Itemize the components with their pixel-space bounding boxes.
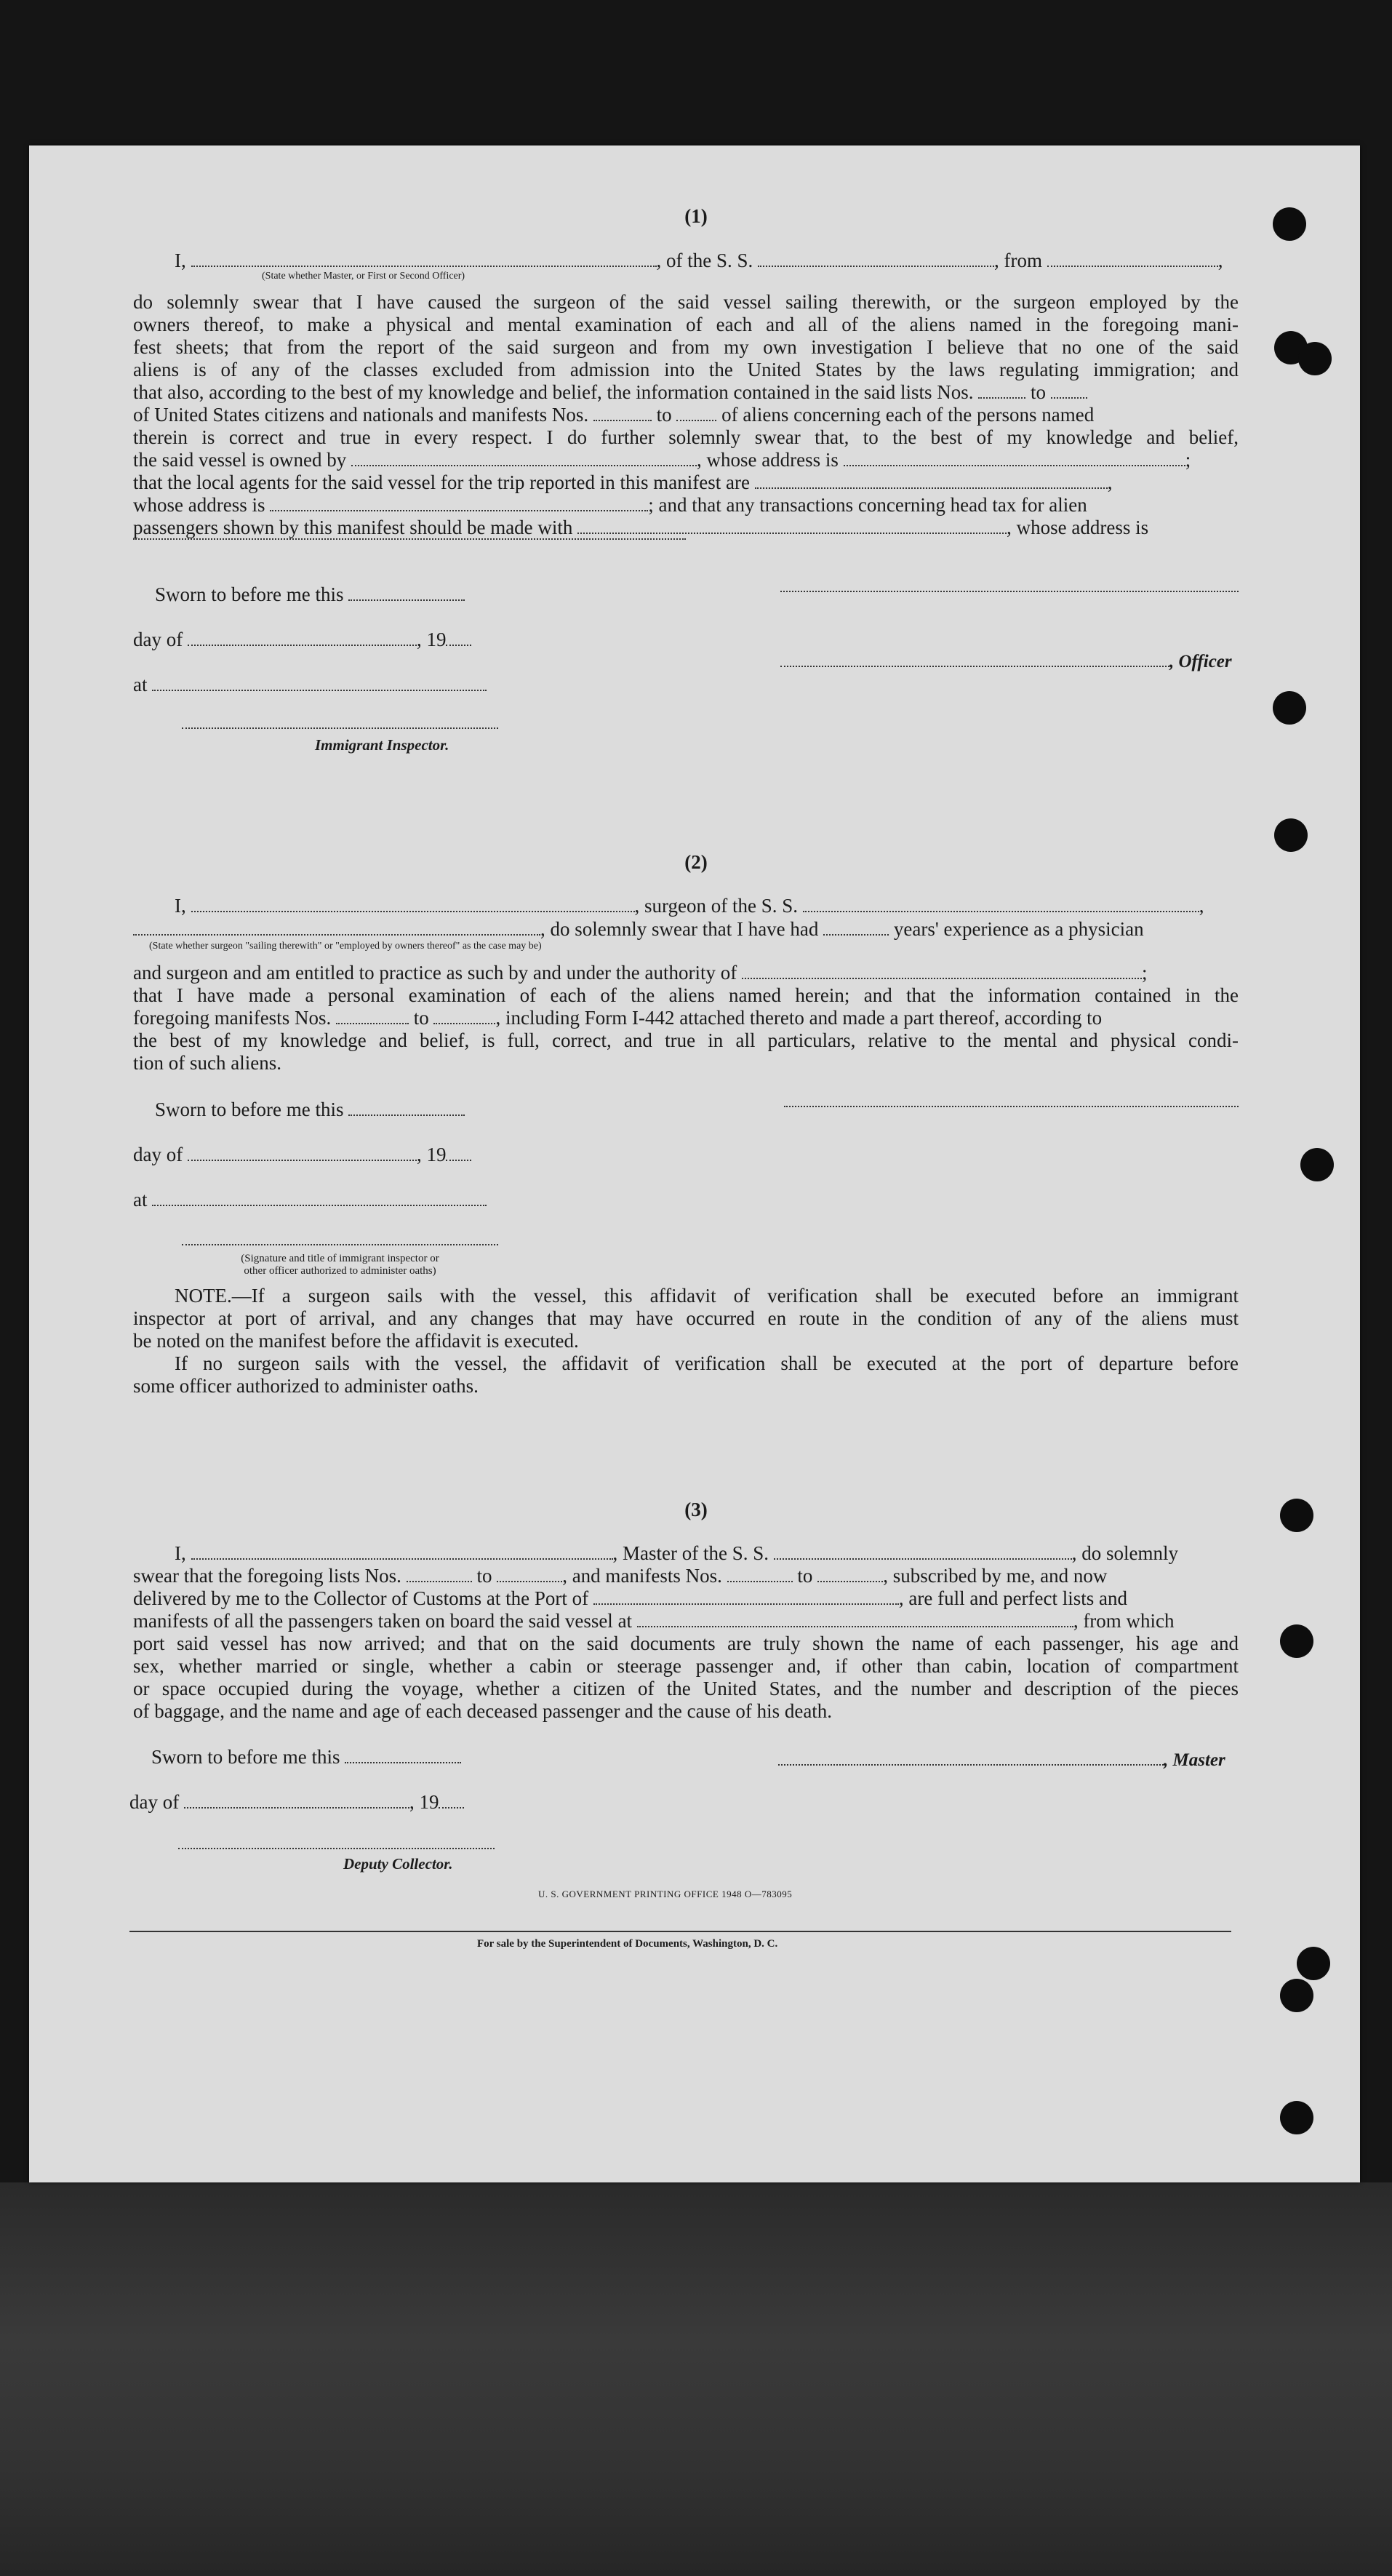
s2-sworn-line: Sworn to before me this [155, 1098, 465, 1121]
headtax-address-field[interactable] [133, 538, 686, 540]
s3-manifests-to-field[interactable] [817, 1565, 883, 1582]
collector-signature-field[interactable] [178, 1848, 495, 1849]
s3-year-field[interactable] [439, 1791, 464, 1809]
s2-manifests-to-field[interactable] [433, 1007, 495, 1024]
vessel-field[interactable] [758, 250, 994, 267]
sworn-date-field[interactable] [348, 583, 465, 601]
s3-master-line: , Master [778, 1748, 1225, 1771]
s2-paragraph-line: the best of my knowledge and belief, is full, correct, and true in all particulars, relative to the mental and physical condi- [133, 1029, 1239, 1051]
years-experience-field[interactable] [823, 918, 889, 936]
surgeon-signature-field[interactable] [784, 1106, 1239, 1107]
master-signature-field[interactable] [778, 1748, 1164, 1766]
from-field[interactable] [1047, 250, 1218, 267]
s2-note-line: inspector at port of arrival, and any changes that may have occurred en route in the condition of any of the aliens must [133, 1307, 1239, 1329]
surgeon-name-field[interactable] [191, 895, 635, 912]
punch-hole [1298, 342, 1332, 375]
immigrant-inspector-label: Immigrant Inspector. [315, 736, 449, 754]
section-2-number: (2) [684, 851, 708, 873]
surgeon-status-field[interactable] [133, 918, 540, 936]
s3-lists-from-field[interactable] [407, 1565, 472, 1582]
s3-paragraph-line: sex, whether married or single, whether a cabin or steerage passenger and, if other than cabin, location of compartment [133, 1655, 1239, 1677]
s1-agents-line: that the local agents for the said vessel for the trip reported in this manifest are , [133, 471, 1113, 493]
port-field[interactable] [593, 1587, 899, 1605]
punch-hole [1297, 1947, 1330, 1980]
lists-to-field[interactable] [1051, 381, 1087, 399]
s3-day-of-field[interactable] [184, 1791, 409, 1809]
sale-notice: For sale by the Superintendent of Documents, Washington, D. C. [477, 1938, 778, 1950]
s3-paragraph-line: or space occupied during the voyage, whether a citizen of the United States, and the number and description of the pieces [133, 1678, 1239, 1699]
s2-note-line: be noted on the manifest before the affidavit is executed. [133, 1330, 579, 1352]
agents-field[interactable] [755, 471, 1108, 489]
s2-note-line: If no surgeon sails with the vessel, the affidavit of verification shall be executed at the port of departure before [175, 1352, 1239, 1374]
s2-authority-line: and surgeon and am entitled to practice as such by and under the authority of ; [133, 962, 1148, 984]
master-name-field[interactable] [191, 1542, 613, 1560]
s2-note-line: NOTE.—If a surgeon sails with the vessel, this affidavit of verification shall be executed before an immigrant [175, 1285, 1239, 1307]
inspector-signature-field[interactable] [182, 727, 498, 729]
s2-year-field[interactable] [446, 1144, 471, 1161]
s2-paragraph-line: tion of such aliens. [133, 1052, 281, 1074]
year-field[interactable] [446, 629, 471, 646]
s1-paragraph-line: fest sheets; that from the report of the said surgeon and from my own investigation I believe that no one of the said [133, 336, 1239, 358]
s3-day-line: day of , 19 [129, 1791, 464, 1814]
s1-lists-line: that also, according to the best of my knowledge and belief, the information contained in the said lists Nos. to [133, 381, 1087, 404]
s1-first-line: I, , of the S. S. , from , [175, 250, 1223, 271]
punch-hole [1273, 691, 1306, 725]
headtax-field[interactable] [577, 517, 1007, 534]
s2-second-line: , do solemnly swear that I have had years' experience as a physician [133, 918, 1144, 941]
s2-vessel-field[interactable] [803, 895, 1199, 912]
s2-at-line: at [133, 1189, 487, 1211]
s2-day-line: day of , 19 [133, 1144, 471, 1166]
punch-hole [1280, 1624, 1313, 1658]
authority-field[interactable] [742, 962, 1142, 979]
s2-status-caption: (State whether surgeon "sailing therewith" or "employed by owners thereof" as the case may be) [149, 941, 542, 952]
s2-day-of-field[interactable] [188, 1144, 417, 1161]
s3-sworn-line: Sworn to before me this [151, 1746, 461, 1768]
deputy-collector-label: Deputy Collector. [343, 1855, 453, 1873]
s1-paragraph-line: do solemnly swear that I have caused the surgeon of the said vessel sailing therewith, or the surgeon employed by the [133, 291, 1239, 313]
lists-from-field[interactable] [978, 381, 1025, 399]
s3-port-line: delivered by me to the Collector of Customs at the Port of , are full and perfect lists and [133, 1587, 1128, 1609]
s1-owner-line: the said vessel is owned by , whose address is ; [133, 449, 1191, 471]
s3-paragraph-line: of baggage, and the name and age of each deceased passenger and the cause of his death. [133, 1700, 833, 1722]
s2-paragraph-line: that I have made a personal examination of each of the aliens named herein; and that the information contained in the [133, 984, 1239, 1006]
section-3-number: (3) [684, 1499, 708, 1520]
s2-sworn-date-field[interactable] [348, 1098, 465, 1116]
boarding-port-field[interactable] [637, 1610, 1073, 1627]
s1-manifests-line: of United States citizens and nationals and manifests Nos. to of aliens concerning each of the persons named [133, 404, 1095, 426]
s3-manifests-from-field[interactable] [727, 1565, 793, 1582]
owner-field[interactable] [351, 449, 697, 466]
agents-address-field[interactable] [270, 494, 648, 511]
at-place-field[interactable] [152, 674, 487, 691]
s2-first-line: I, , surgeon of the S. S. , [175, 895, 1204, 917]
s2-manifests-line: foregoing manifests Nos. to , including Form I-442 attached thereto and made a part thereof, according to [133, 1007, 1103, 1029]
s2-note-line: some officer authorized to administer oaths. [133, 1375, 479, 1397]
s1-officer-line: , Officer [780, 650, 1232, 672]
officer-title-field[interactable] [780, 650, 1169, 667]
s1-at-line: at [133, 674, 487, 696]
s1-headtax-line: passengers shown by this manifest should be made with , whose address is [133, 517, 1149, 538]
s3-paragraph-line: port said vessel has now arrived; and that on the said documents are truly shown the name of each passenger, his age and [133, 1632, 1239, 1654]
section-1-number: (1) [684, 205, 708, 227]
s1-rank-caption: (State whether Master, or First or Second Officer) [262, 271, 465, 282]
s3-boarding-line: manifests of all the passengers taken on board the said vessel at , from which [133, 1610, 1175, 1632]
s1-address-line: whose address is ; and that any transactions concerning head tax for alien [133, 494, 1087, 516]
s3-first-line: I, , Master of the S. S. , do solemnly [175, 1542, 1178, 1564]
day-of-field[interactable] [188, 629, 417, 646]
s3-sworn-date-field[interactable] [345, 1746, 461, 1763]
s1-sworn-line: Sworn to before me this [155, 583, 465, 606]
s2-signature-caption: (Signature and title of immigrant inspector or other officer authorized to administer oaths) [241, 1253, 439, 1277]
s3-vessel-field[interactable] [774, 1542, 1072, 1560]
punch-hole [1300, 1148, 1334, 1181]
manifests-to-field[interactable] [676, 404, 716, 421]
s3-lists-to-field[interactable] [497, 1565, 562, 1582]
scanner-background [0, 2182, 1392, 2576]
s2-manifests-from-field[interactable] [336, 1007, 409, 1024]
gpo-imprint: U. S. GOVERNMENT PRINTING OFFICE 1948 O—783095 [538, 1889, 793, 1899]
punch-hole [1274, 818, 1308, 852]
punch-hole [1280, 2101, 1313, 2134]
officer-signature-field[interactable] [780, 591, 1239, 592]
manifests-from-field[interactable] [593, 404, 652, 421]
s1-paragraph-line: aliens is of any of the classes excluded from admission into the United States by the laws regulating immigration; and [133, 359, 1239, 380]
punch-hole [1280, 1979, 1313, 2012]
s2-inspector-signature-field[interactable] [182, 1244, 498, 1245]
s1-paragraph-line: owners thereof, to make a physical and mental examination of each and all of the aliens named in the foregoing mani- [133, 314, 1239, 335]
s1-day-line: day of , 19 [133, 629, 471, 651]
owner-address-field[interactable] [844, 449, 1185, 466]
footer-rule [129, 1931, 1231, 1932]
s2-at-place-field[interactable] [152, 1189, 487, 1206]
rank-field[interactable] [191, 250, 657, 267]
s1-paragraph-line: therein is correct and true in every respect. I do further solemnly swear that, to the best of my knowledge and belief, [133, 426, 1239, 448]
s3-lists-line: swear that the foregoing lists Nos. to , and manifests Nos. to , subscribed by me, and now [133, 1565, 1108, 1587]
